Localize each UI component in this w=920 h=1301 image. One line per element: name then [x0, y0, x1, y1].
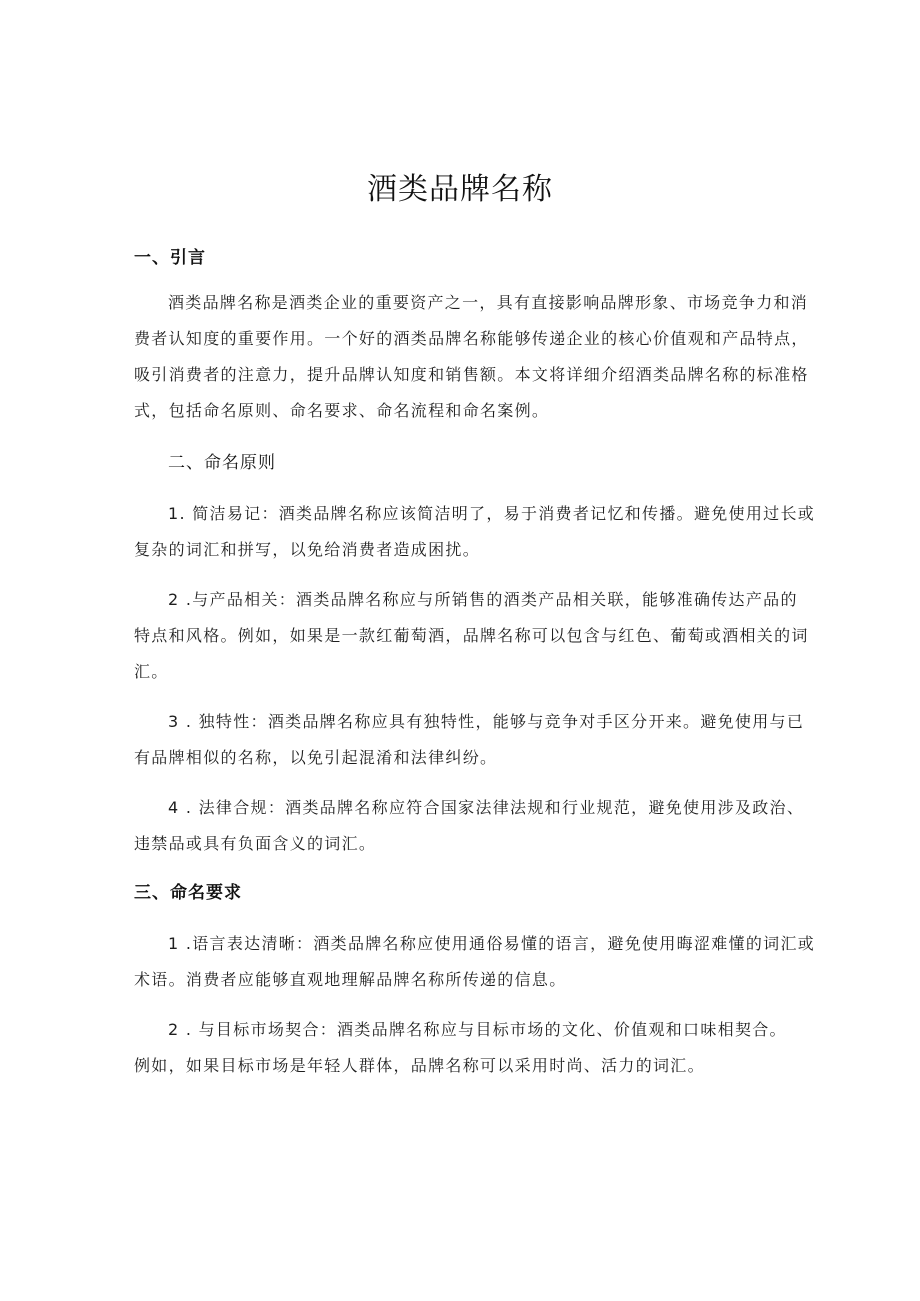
paragraph-line: 2 .与产品相关：酒类品牌名称应与所销售的酒类产品相关联，能够准确传达产品的	[168, 590, 798, 609]
paragraph-line: 费者认知度的重要作用。一个好的酒类品牌名称能够传递企业的核心价值观和产品特点，	[134, 329, 809, 348]
section-heading-principles: 二、命名原则	[168, 453, 276, 473]
paragraph-line: 1 .语言表达清晰：酒类品牌名称应使用通俗易懂的语言，避免使用晦涩难懂的词汇或	[168, 934, 816, 953]
section-heading-requirements: 三、命名要求	[134, 883, 242, 903]
principle-item-1	[134, 496, 816, 568]
paragraph-line: 术语。消费者应能够直观地理解品牌名称所传递的信息。	[134, 970, 567, 989]
paragraph-line: 4 . 法律合规：酒类品牌名称应符合国家法律法规和行业规范，避免使用涉及政治、	[168, 798, 805, 817]
section-heading-intro: 一、引言	[134, 248, 206, 268]
paragraph-line: 违禁品或具有负面含义的词汇。	[134, 834, 377, 853]
paragraph-line: 吸引消费者的注意力，提升品牌认知度和销售额。本文将详细介绍酒类品牌名称的标准格	[134, 365, 809, 384]
paragraph-line: 式，包括命名原则、命名要求、命名流程和命名案例。	[134, 401, 550, 420]
paragraph-line: 例如，如果目标市场是年轻人群体，品牌名称可以采用时尚、活力的词汇。	[134, 1056, 705, 1075]
paragraph-line: 3 . 独特性：酒类品牌名称应具有独特性，能够与竞争对手区分开来。避免使用与已	[168, 712, 805, 731]
principle-item-3	[134, 704, 805, 776]
paragraph-line: 特点和风格。例如，如果是一款红葡萄酒，品牌名称可以包含与红色、葡萄或酒相关的词	[134, 626, 809, 645]
paragraph-line: 2 . 与目标市场契合：酒类品牌名称应与目标市场的文化、价值观和口味相契合。	[168, 1020, 787, 1039]
paragraph-line: 汇。	[134, 662, 169, 681]
intro-paragraph	[134, 285, 809, 429]
principle-item-2	[134, 582, 809, 690]
requirement-item-1	[134, 926, 816, 998]
paragraph-line: 复杂的词汇和拼写，以免给消费者造成困扰。	[134, 540, 481, 559]
requirement-item-2	[134, 1012, 794, 1084]
principle-item-4	[134, 790, 805, 862]
paragraph-line: 有品牌相似的名称，以免引起混淆和法律纠纷。	[134, 748, 498, 767]
document-title: 酒类品牌名称	[367, 172, 553, 207]
paragraph-line: 1. 简洁易记：酒类品牌名称应该简洁明了，易于消费者记忆和传播。避免使用过长或	[168, 504, 816, 523]
paragraph-line: 酒类品牌名称是酒类企业的重要资产之一，具有直接影响品牌形象、市场竞争力和消	[168, 293, 809, 312]
